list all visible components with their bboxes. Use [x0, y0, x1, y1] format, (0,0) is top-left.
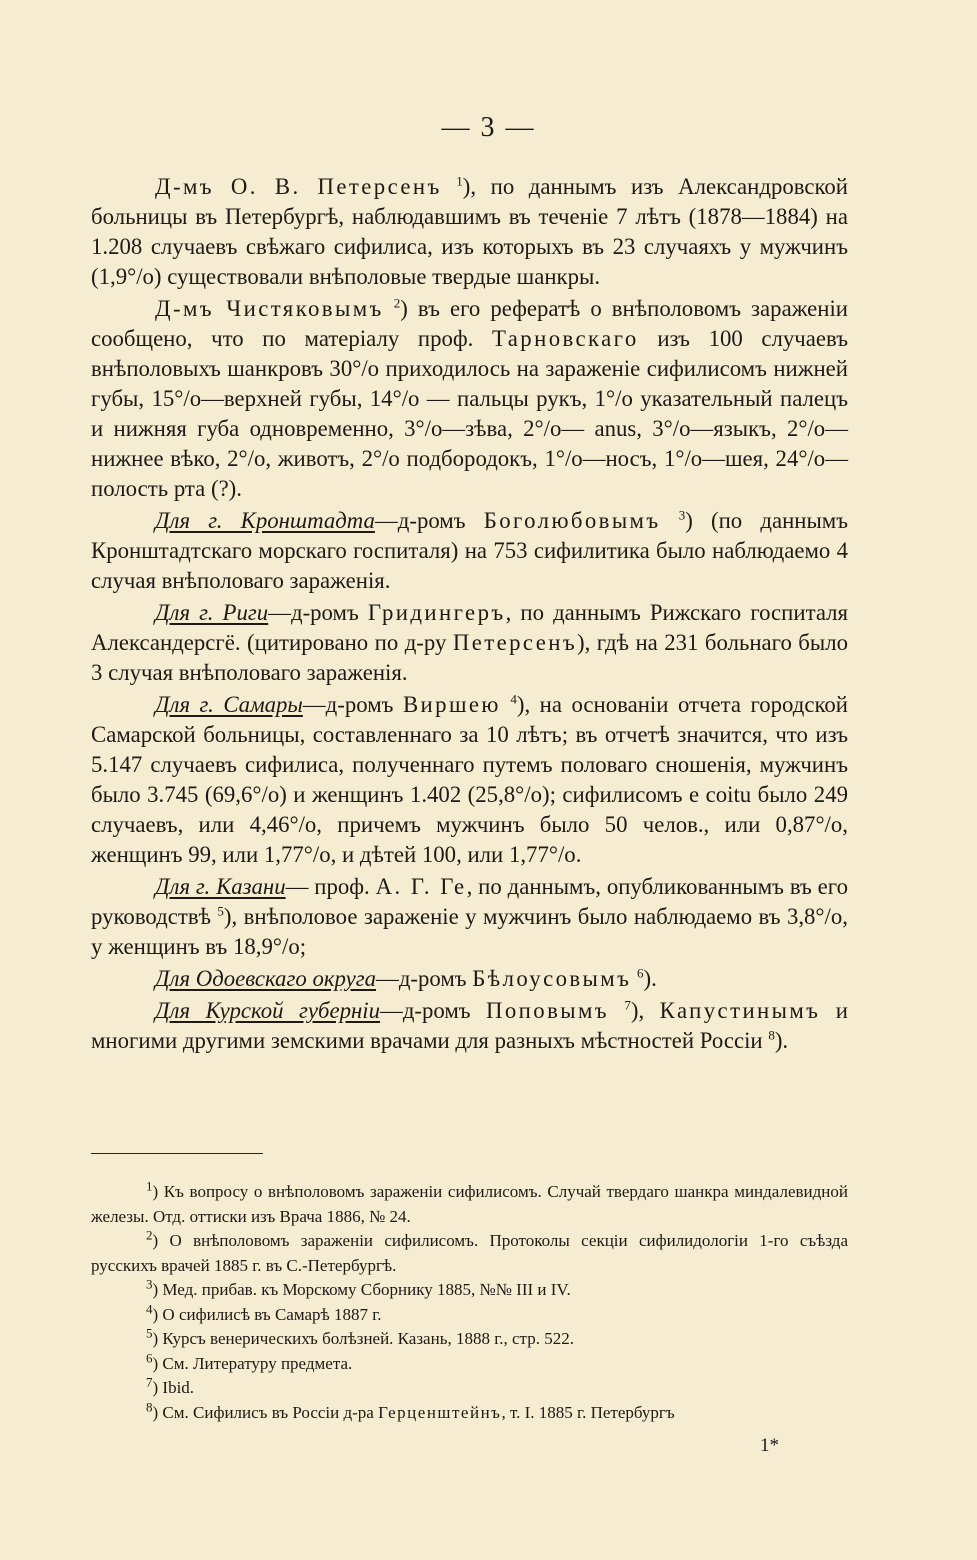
person-name: Виршею	[402, 692, 501, 717]
main-text	[91, 172, 848, 1058]
person-name: Капустинымъ	[659, 998, 821, 1023]
place-heading: Для г. Самары	[155, 692, 303, 717]
footnote-ref[interactable]: 2	[393, 295, 401, 311]
footnote-ref[interactable]: 6	[637, 965, 644, 981]
page-number-header: — 3 —	[441, 112, 536, 143]
footnotes	[91, 1180, 848, 1425]
footnote-5: $^5$) Курсъ венерическихъ болѣзней. Казань, 1888 г., стр. 522.	[146, 1325, 574, 1348]
author-name: Д-мъ Чистяковымъ	[155, 296, 384, 321]
footnote-7: $^7$) Ibid.	[146, 1374, 195, 1397]
signature-mark: 1*	[760, 1435, 779, 1456]
paragraph-kronstadt: Для г. Кронштадта—д-ромъ Боголюбовымъ $^3$) (по даннымъ Кронштадтскаго морскаго госпиталя) на 753 сифилитика было наблюдаемо 4 случая внѣполоваго зараженія.	[91, 507, 849, 593]
footnote-ref[interactable]: 8	[768, 1027, 775, 1043]
place-heading: Для Одоевскаго округа	[155, 966, 377, 991]
footnote-3: $^3$) Мед. прибав. къ Морскому Сборнику 1885, №№ III и IV.	[146, 1276, 571, 1299]
footnote-ref[interactable]: 5	[217, 903, 224, 919]
footnote-ref[interactable]: 4	[510, 691, 517, 707]
footnote-1: $^1$) Къ вопросу о внѣполовомъ зараженіи сифилисомъ. Случай твердаго шанкра миндалевидной железы. Отд. оттиски изъ Врача 1886, № 24.	[91, 1178, 848, 1226]
paragraph-riga: Для г. Риги—д-ромъ Гридингеръ, по даннымъ Рижскаго госпиталя Александерсгё. (цитировано по д-ру Петерсенъ), гдѣ на 231 больнаго было 3 случая внѣполоваго зараженія.	[91, 600, 849, 685]
paragraph-odoev: Для Одоевскаго округа—д-ромъ Бѣлоусовымъ $^6$).	[155, 965, 657, 991]
person-name: Петерсенъ	[452, 630, 578, 655]
paragraph-petersen: Д-мъ О. В. Петерсенъ $^1$), по даннымъ изъ Александровской больницы въ Петербургѣ, наблюдавшимъ въ теченіе 7 лѣтъ (1878—1884) на 1.208 случаевъ свѣжаго сифилиса, изъ которыхъ въ 23 случаяхъ у мужчинъ (1,9°/о) существовали внѣполовые твердые шанкры.	[91, 173, 849, 289]
paragraph-samara: Для г. Самары—д-ромъ Виршею $^4$), на основаніи отчета городской Самарской больницы, составленнаго за 10 лѣтъ; въ отчетѣ значится, что изъ 5.147 случаевъ сифилиса, полученнаго путемъ половаго сношенія, мужчинъ было 3.745 (69,6°/о) и женщинъ 1.402 (25,8°/о); сифилисомъ е coitu было 249 случаевъ, или 4,46°/о, причемъ мужчинъ было 50 челов., или 0,87°/о, женщинъ 99, или 1,77°/о, и дѣтей 100, или 1,77°/о.	[91, 691, 849, 867]
person-name: А. Г. Ге	[375, 874, 467, 899]
paragraph-kursk: Для Курской губерніи—д-ромъ Поповымъ $^7$), Капустинымъ и многими другими земскими врачами для разныхъ мѣстностей Россіи $^8$).	[91, 997, 849, 1053]
footnote-8: $^8$) См. Сифилисъ въ Россіи д-ра Герценштейнъ, т. I. 1885 г. Петербургъ	[146, 1398, 675, 1422]
footnote-ref[interactable]: 1	[456, 173, 463, 189]
person-name: Гридингеръ	[367, 600, 506, 625]
author-name: Д-мъ О. В. Петерсенъ	[155, 174, 442, 199]
paragraph-kazan: Для г. Казани— проф. А. Г. Ге, по даннымъ, опубликованнымъ въ его руководствѣ $^5$), внѣполовое зараженіе у мужчинъ было наблюдаемо въ 3,8°/о, у женщинъ въ 18,9°/о;	[91, 874, 848, 959]
person-name: Герценштейнъ	[378, 1402, 502, 1422]
footnote-ref[interactable]: 3	[678, 507, 686, 523]
footnote-divider	[91, 1153, 263, 1154]
place-heading: Для г. Казани	[155, 874, 286, 899]
place-heading: Для Курской губерніи	[155, 998, 381, 1023]
paragraph-chistyakov: Д-мъ Чистяковымъ $^2$) въ его рефератѣ о внѣполовомъ зараженіи сообщено, что по матеріалу проф. Тарновскаго изъ 100 случаевъ внѣполовыхъ шанкровъ 30°/о приходилось на зараженіе сифилисомъ нижней губы, 15°/о—верхней губы, 14°/о — пальцы рукъ, 1°/о указательный палецъ и нижняя губа одновременно, 3°/о—зѣва, 2°/о— anus, 3°/о—языкъ, 2°/о—нижнее вѣко, 2°/о, животъ, 2°/о подбородокъ, 1°/о—носъ, 1°/о—шея, 24°/о—полость рта (?).	[91, 295, 848, 501]
place-heading: Для г. Риги	[155, 600, 269, 625]
footnote-2: $^2$) О внѣполовомъ зараженіи сифилисомъ. Протоколы секціи сифилидологіи 1-го съѣзда русскихъ врачей 1885 г. въ С.-Петербургѣ.	[91, 1227, 848, 1275]
footnote-6: $^6$) См. Литературу предмета.	[146, 1349, 353, 1373]
person-name: Бѣлоусовымъ	[472, 966, 632, 991]
person-name: Боголюбовымъ	[483, 508, 661, 533]
footnote-ref[interactable]: 7	[624, 997, 631, 1013]
person-name: Поповымъ	[486, 998, 609, 1023]
person-name: Тарновскаго	[492, 326, 639, 351]
place-heading: Для г. Кронштадта	[155, 508, 375, 533]
footnote-4: $^4$) О сифилисѣ въ Самарѣ 1887 г.	[146, 1300, 382, 1324]
